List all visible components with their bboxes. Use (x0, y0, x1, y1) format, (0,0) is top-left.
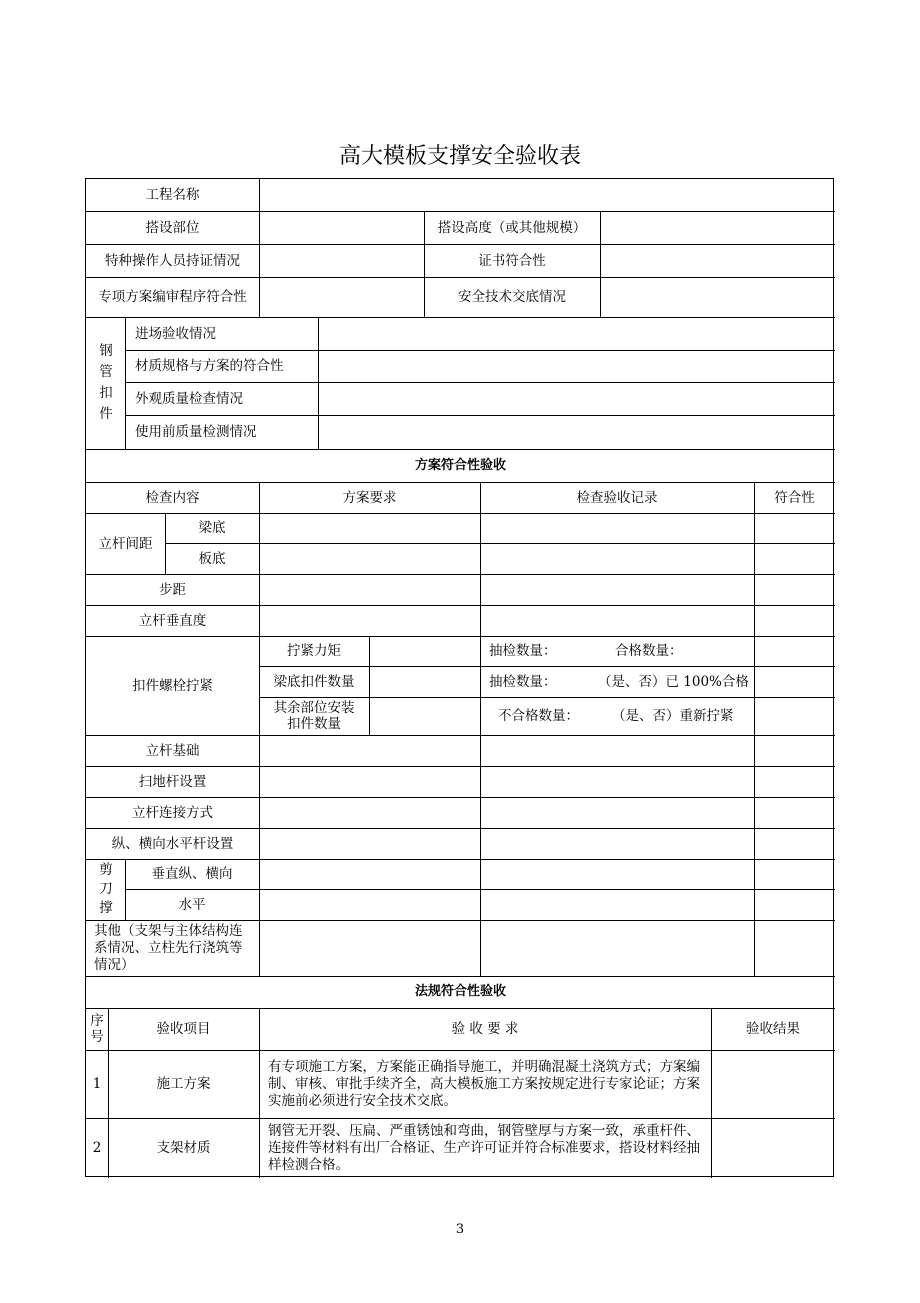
grid-line (600, 211, 601, 317)
reg-row-1-number: 1 (92, 1076, 102, 1092)
other-fastener-count-label: 其余部位安装扣件数量 (273, 700, 355, 732)
special-operators-label: 特种操作人员持证情况 (105, 252, 240, 269)
safety-briefing-label: 安全技术交底情况 (458, 289, 566, 305)
slab-bottom-label: 板底 (198, 550, 226, 567)
grid-line (318, 317, 319, 449)
reg-col-item: 验收项目 (156, 1021, 211, 1037)
steel-item-entry-inspection: 进场验收情况 (135, 325, 216, 342)
unqualified-count-label: 不合格数量： (498, 708, 579, 724)
plan-section-title: 方案符合性验收 (414, 457, 506, 473)
reg-row-2-number: 2 (92, 1140, 102, 1156)
pole-verticality-label: 立杆垂直度 (138, 612, 207, 629)
steel-fastener-group-label: 钢管扣件 (99, 343, 113, 422)
steel-item-appearance-check: 外观质量检查情况 (135, 390, 243, 407)
grid-line (259, 179, 260, 317)
qualified-count-label: 合格数量： (615, 643, 683, 659)
project-name-label: 工程名称 (145, 187, 200, 203)
steel-item-pre-use-test: 使用前质量检测情况 (135, 424, 257, 440)
pole-spacing-label: 立杆间距 (98, 535, 153, 552)
horizontal-bar-label: 纵、横向水平杆设置 (111, 835, 234, 852)
scissor-vertical-label: 垂直纵、横向 (151, 866, 233, 882)
sample-count-b-label: 抽检数量： (489, 673, 557, 690)
reg-row-1-requirement: 有专项施工方案，方案能正确指导施工，并明确混凝土浇筑方式；方案编制、审核、审批手续齐全，高大模板施工方案按规定进行专家论证；方案实施前必须进行安全技术交底。 (268, 1058, 700, 1109)
pole-connection-label: 立杆连接方式 (132, 804, 213, 821)
plan-col-requirement: 方案要求 (342, 489, 397, 506)
page-number: 3 (455, 1222, 465, 1237)
erection-height-label: 搭设高度（或其他规模） (437, 219, 587, 236)
reg-row-2-item: 支架材质 (156, 1140, 211, 1156)
pole-foundation-label: 立杆基础 (145, 742, 200, 759)
sweeping-pole-label: 扫地杆设置 (138, 773, 207, 790)
reg-row-2-requirement: 钢管无开裂、压扁、严重锈蚀和弯曲，钢管壁厚与方案一致，承重杆件、连接件等材料有出厂合格证、生产许可证并符合标准要求，搭设材料经抽样检测合格。 (268, 1122, 700, 1173)
regulation-section-title: 法规符合性验收 (414, 984, 506, 999)
reg-col-result: 验收结果 (746, 1021, 800, 1037)
beam-fastener-count-label: 梁底扣件数量 (273, 673, 355, 690)
plan-review-label: 专项方案编审程序符合性 (98, 289, 247, 305)
grid-line (754, 482, 755, 976)
reg-row-1-item: 施工方案 (156, 1076, 211, 1092)
step-distance-label: 步距 (159, 581, 186, 598)
grid-line (369, 636, 370, 735)
sample-count-a-label: 抽检数量： (489, 643, 557, 659)
scissor-horizontal-label: 水平 (178, 896, 206, 913)
grid-line (165, 543, 835, 544)
reg-col-requirement: 验 收 要 求 (451, 1021, 519, 1037)
plan-col-conformity: 符合性 (774, 489, 815, 506)
yes-no-pass-label: （是、否）已 100%合格 (598, 673, 749, 690)
fastener-bolt-label: 扣件螺栓拧紧 (132, 677, 213, 694)
steel-item-material-conformity: 材质规格与方案的符合性 (135, 358, 284, 374)
beam-bottom-label: 梁底 (198, 520, 226, 536)
certificate-conformity-label: 证书符合性 (478, 252, 546, 269)
reg-col-number: 序号 (90, 1013, 104, 1045)
erection-location-label: 搭设部位 (145, 219, 200, 236)
scissor-brace-label: 剪刀撑 (99, 862, 113, 916)
other-conditions-label: 其他（支架与主体结构连系情况、立柱先行浇筑等情况） (94, 922, 243, 973)
plan-col-check-content: 检查内容 (145, 489, 200, 506)
torque-label: 拧紧力矩 (287, 643, 341, 659)
page-title: 高大模板支撑安全验收表 (338, 144, 581, 169)
plan-col-record: 检查验收记录 (576, 489, 658, 506)
acceptance-table (85, 178, 834, 1177)
yes-no-retighten-label: （是、否）重新拧紧 (612, 708, 734, 724)
